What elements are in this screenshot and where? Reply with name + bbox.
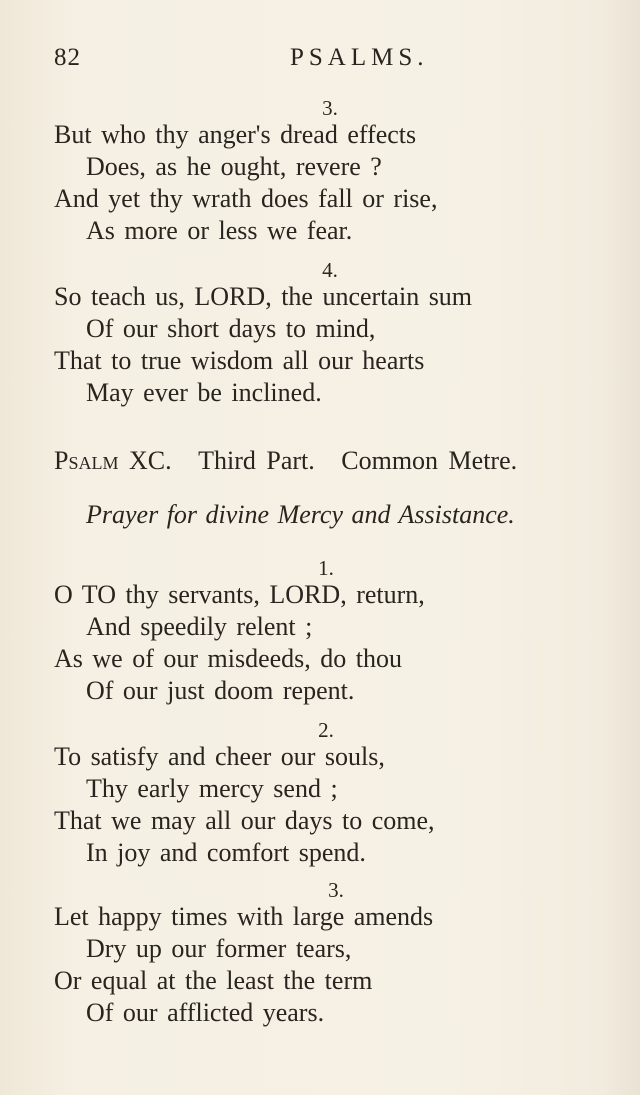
verse-line: As more or less we fear. [86,216,353,245]
psalm-number: XC. [128,446,172,475]
stanza-number: 1. [318,556,334,580]
running-title: PSALMS. [290,44,429,71]
verse-line: Does, as he ought, revere ? [86,152,382,181]
verse-line: Dry up our former tears, [86,934,352,963]
verse-line: Let happy times with large amends [54,902,434,931]
verse-line: May ever be inclined. [86,378,322,407]
stanza-number: 2. [318,718,334,742]
verse-line: In joy and comfort spend. [86,838,366,867]
psalm-word: Psalm [54,446,119,475]
page-edge-shadow [600,0,640,1095]
verse-line: That we may all our days to come, [54,806,435,835]
stanza-number: 3. [328,878,344,902]
stanza-number: 3. [322,96,338,120]
verse-line: Of our just doom repent. [86,676,355,705]
psalm-part: Third Part. [198,446,315,475]
psalm-heading [54,446,517,476]
verse-line: Of our afflicted years. [86,998,325,1027]
verse-line: But who thy anger's dread effects [54,120,417,149]
verse-line: And yet thy wrath does fall or rise, [54,184,438,213]
page-header [54,44,614,78]
stanza-number: 4. [322,258,338,282]
verse-line: So teach us, LORD, the uncertain sum [54,282,473,311]
page-number: 82 [54,44,81,71]
psalm-subtitle: Prayer for divine Mercy and Assistance. [86,500,515,529]
verse-line: That to true wisdom all our hearts [54,346,425,375]
verse-line: Or equal at the least the term [54,966,373,995]
verse-line: And speedily relent ; [86,612,313,641]
verse-line: As we of our misdeeds, do thou [54,644,403,673]
verse-line: O TO thy servants, LORD, return, [54,580,425,609]
psalm-metre: Common Metre. [341,446,518,475]
verse-line: Of our short days to mind, [86,314,376,343]
verse-line: To satisfy and cheer our souls, [54,742,385,771]
verse-line: Thy early mercy send ; [86,774,338,803]
